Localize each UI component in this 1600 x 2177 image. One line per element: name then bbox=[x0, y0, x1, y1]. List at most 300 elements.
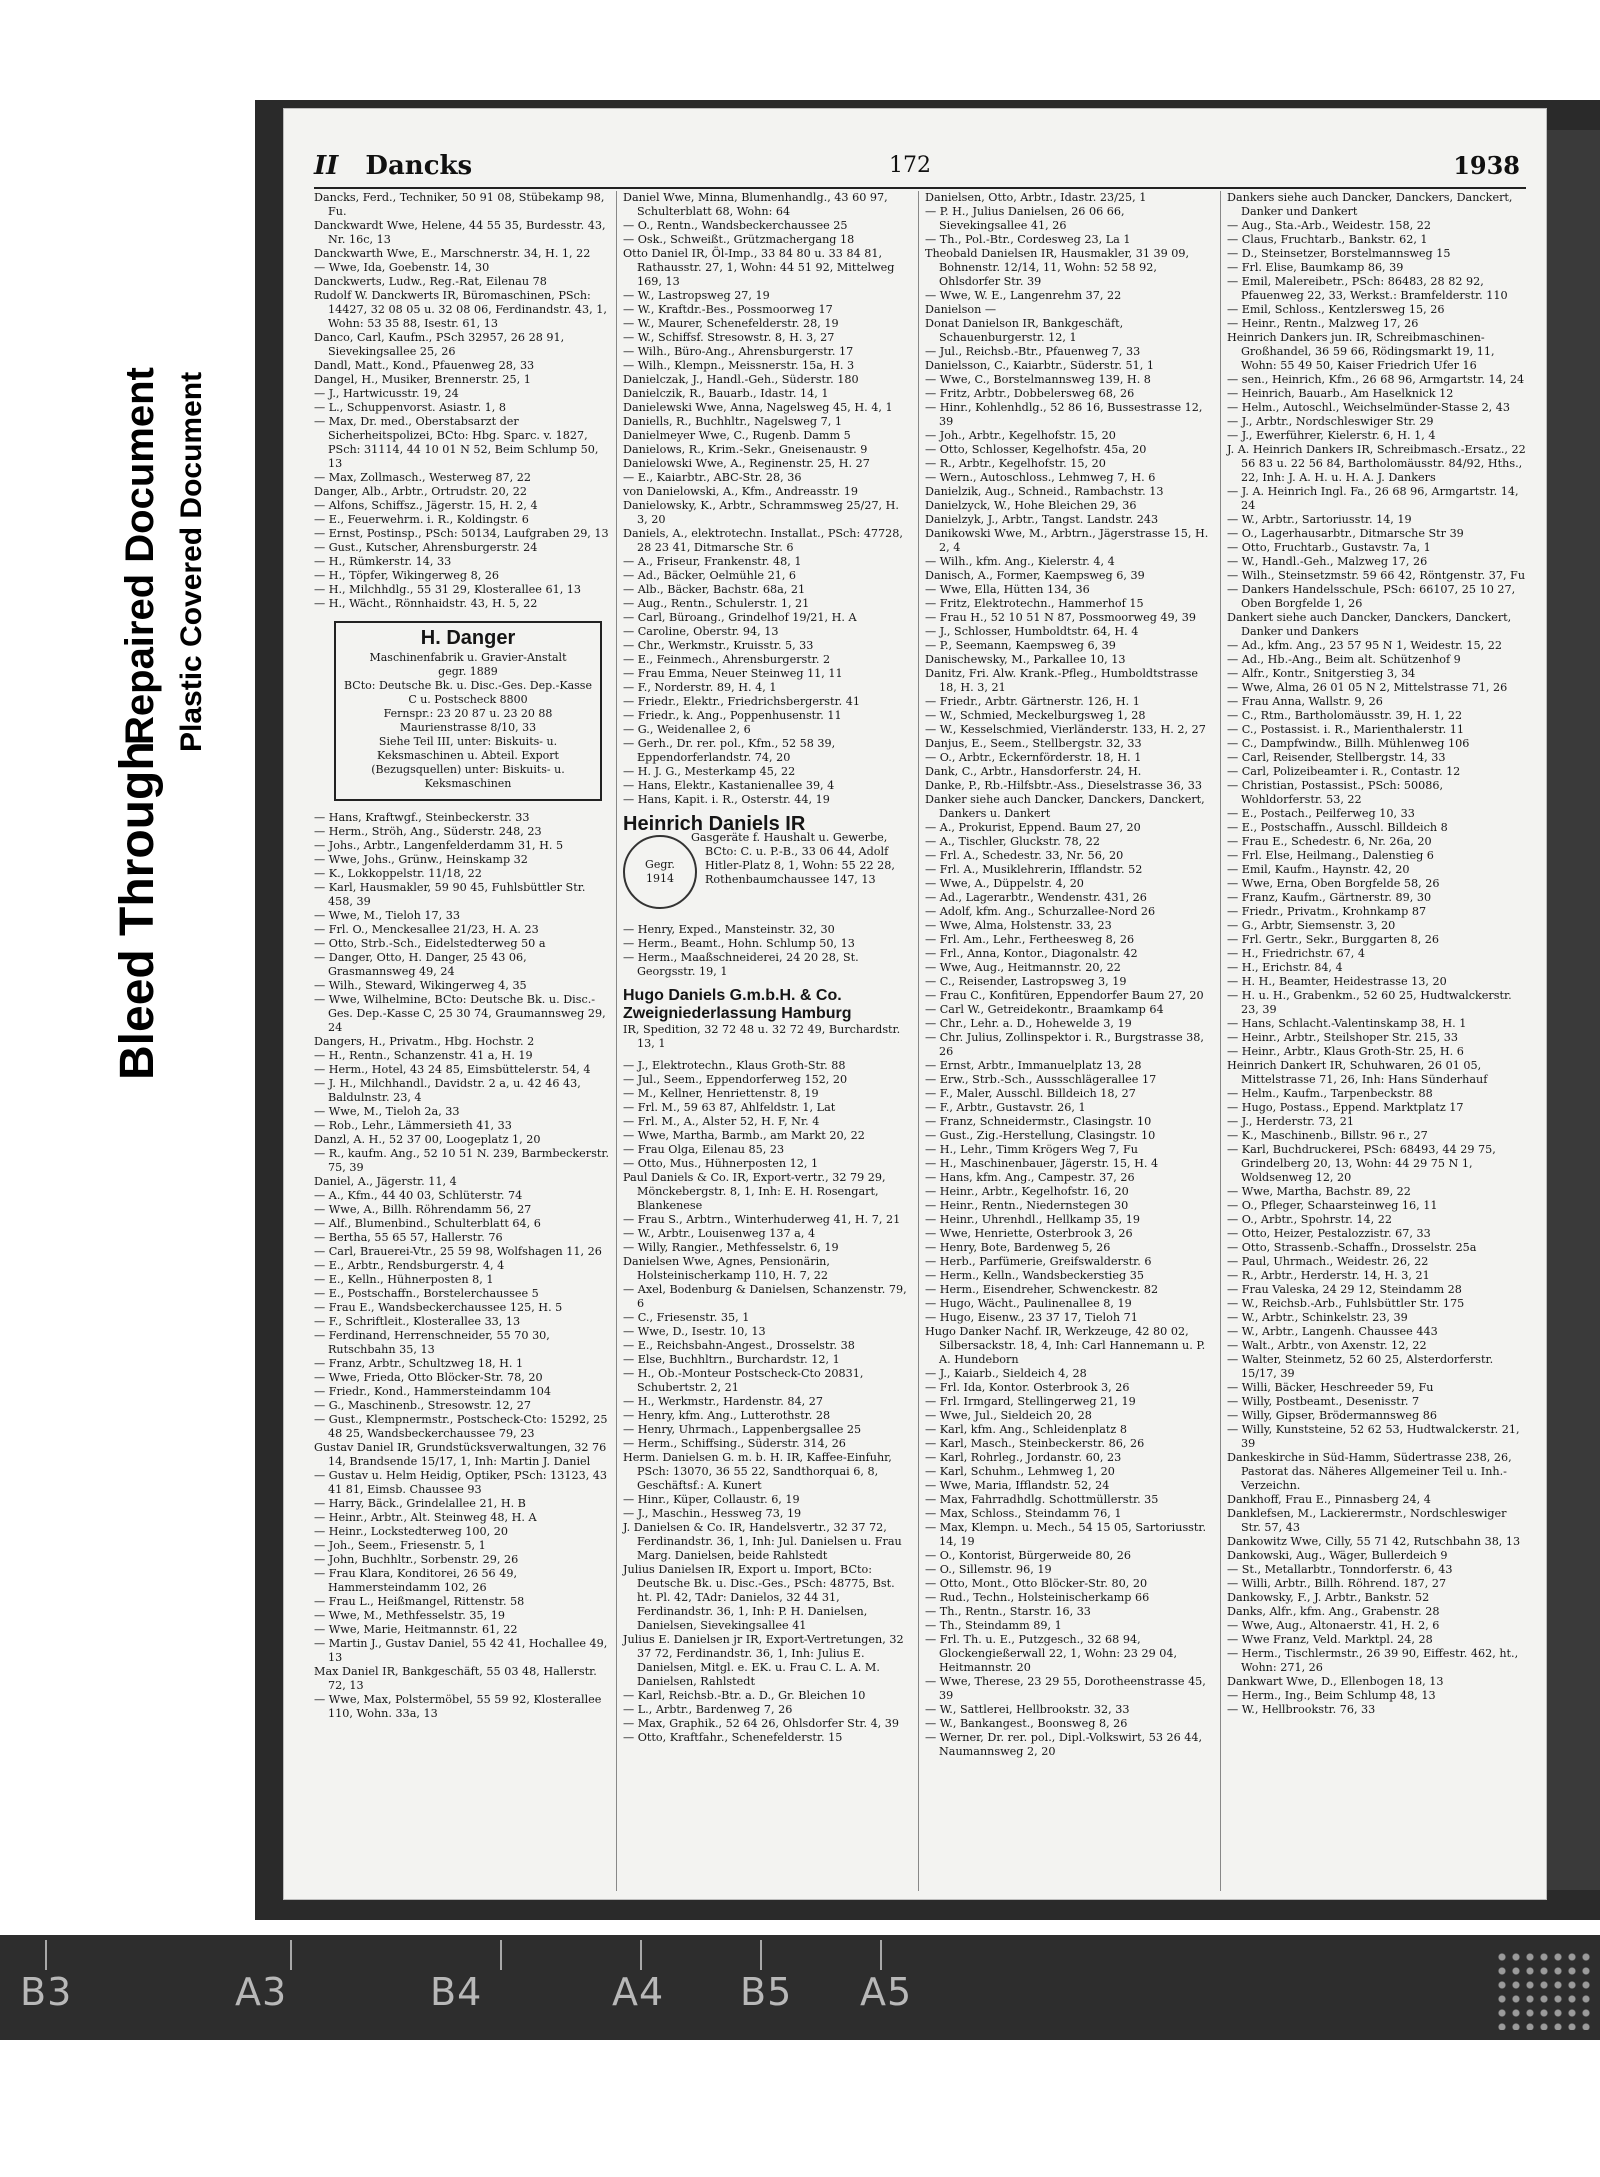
founded-seal bbox=[623, 835, 697, 909]
directory-entry: — Otto, Kraftfahr., Schenefelderstr. 15 bbox=[623, 1731, 843, 1744]
ad-line: Fernspr.: 23 20 87 u. 23 20 88 bbox=[383, 707, 553, 720]
directory-entry: — Otto, Schlosser, Kegelhofstr. 45a, 20 bbox=[925, 443, 1147, 456]
directory-entry: Danielczak, J., Handl.-Geh., Süderstr. 180 bbox=[623, 373, 859, 386]
directory-entry: — Hans, kfm. Ang., Campestr. 37, 26 bbox=[925, 1171, 1135, 1184]
directory-entry: — Max, Zollmasch., Westerweg 87, 22 bbox=[314, 471, 532, 484]
directory-entry: — Max, Graphik., 52 64 26, Ohlsdorfer Str. 4, 39 bbox=[623, 1717, 900, 1730]
directory-entry: — Otto, Mont., Otto Blöcker-Str. 80, 20 bbox=[925, 1577, 1148, 1590]
directory-entry: — Axel, Bodenburg & Danielsen, Schanzenstr. 79, 6 bbox=[623, 1283, 907, 1310]
column-1 bbox=[314, 191, 610, 1891]
directory-entry: — Hinr., Küper, Collaustr. 6, 19 bbox=[623, 1493, 800, 1506]
directory-entry: — Willy, Gipser, Brödermannsweg 86 bbox=[1227, 1409, 1438, 1422]
directory-entry: — Ad., Hb.-Ang., Beim alt. Schützenhof 9 bbox=[1227, 653, 1461, 666]
directory-entry: — Harry, Bäck., Grindelallee 21, H. B bbox=[314, 1497, 526, 1510]
directory-entry: — Wwe, Henriette, Osterbrook 3, 26 bbox=[925, 1227, 1133, 1240]
directory-entry: — H., Erichstr. 84, 4 bbox=[1227, 961, 1343, 974]
directory-entry: — Alf., Blumenbind., Schulterblatt 64, 6 bbox=[314, 1217, 541, 1230]
ad-title: H. Danger bbox=[420, 627, 516, 649]
directory-entry: — Erw., Strb.-Sch., Aussschlägerallee 17 bbox=[925, 1073, 1157, 1086]
directory-entry: Danitz, Fri. Alw. Krank.-Pfleg., Humboldtstrasse 18, H. 3, 21 bbox=[925, 667, 1198, 694]
directory-entry: — K., Lokkoppelstr. 11/18, 22 bbox=[314, 867, 482, 880]
directory-entry: Dankhoff, Frau E., Pinnasberg 24, 4 bbox=[1227, 1493, 1431, 1506]
directory-entry: Dancks, Ferd., Techniker, 50 91 08, Stübekamp 98, Fu. bbox=[314, 191, 605, 218]
directory-entry: — Herm., Schiffsing., Süderstr. 314, 26 bbox=[623, 1437, 846, 1450]
directory-entry: — H., Maschinenbauer, Jägerstr. 15, H. 4 bbox=[925, 1157, 1159, 1170]
directory-entry: — Werner, Dr. rer. pol., Dipl.-Volkswirt, 53 26 44, Naumannsweg 2, 20 bbox=[925, 1731, 1203, 1758]
directory-entry: Danielowski Wwe, A., Reginenstr. 25, H. 27 bbox=[623, 457, 870, 470]
directory-entry: — Wwe, A., Billh. Röhrendamm 56, 27 bbox=[314, 1203, 532, 1216]
directory-entry: — Th., Pol.-Btr., Cordesweg 23, La 1 bbox=[925, 233, 1131, 246]
ad-line: Siehe Teil III, unter: Biskuits- u. Keksmaschinen u. Abteil. Export (Bezugsquellen) unter: Biskuits- u. Keksmaschinen bbox=[371, 735, 565, 790]
directory-entry: — Ad., Lagerarbtr., Wendenstr. 431, 26 bbox=[925, 891, 1147, 904]
directory-entry: — Hugo, Wächt., Paulinenallee 8, 19 bbox=[925, 1297, 1132, 1310]
directory-entry: — Chr., Lehr. a. D., Hohewelde 3, 19 bbox=[925, 1017, 1132, 1030]
page-header bbox=[314, 147, 1526, 189]
directory-entry: Danielsen Wwe, Agnes, Pensionärin, Holsteinischerkamp 110, H. 7, 22 bbox=[623, 1255, 830, 1282]
directory-entry: Dankowski, Aug., Wäger, Bullerdeich 9 bbox=[1227, 1549, 1448, 1562]
directory-entry: — G., Weidenallee 2, 6 bbox=[623, 723, 751, 736]
directory-entry: — Frl. A., Musiklehrerin, Ifflandstr. 52 bbox=[925, 863, 1143, 876]
directory-entry: — Chr. Julius, Zollinspektor i. R., Burgstrasse 38, 26 bbox=[925, 1031, 1204, 1058]
directory-entry: — Hinr., Kohlenhdlg., 52 86 16, Bussestrasse 12, 39 bbox=[925, 401, 1203, 428]
directory-entry: Theobald Danielsen IR, Hausmakler, 31 39 09, Bohnenstr. 12/14, 11, Wohn: 52 58 92, Ohlsdorfer Str. 39 bbox=[925, 247, 1190, 288]
directory-entry: — W., Arbtr., Langenh. Chaussee 443 bbox=[1227, 1325, 1438, 1338]
ruler-label: B3 bbox=[20, 1970, 73, 2014]
directory-entry: Danielewski Wwe, Anna, Nagelsweg 45, H. 4, 1 bbox=[623, 401, 893, 414]
directory-entry: Danger, Alb., Arbtr., Ortrudstr. 20, 22 bbox=[314, 485, 527, 498]
directory-entry: — O., Arbtr., Eckernförderstr. 18, H. 1 bbox=[925, 751, 1142, 764]
directory-entry: Danielczik, R., Bauarb., Idastr. 14, 1 bbox=[623, 387, 829, 400]
bleed-through-label: Bleed Through bbox=[111, 741, 164, 1080]
directory-entry: Danklefsen, M., Lackierermstr., Nordschleswiger Str. 57, 43 bbox=[1227, 1507, 1507, 1534]
directory-entry: — Herm., Maaßschneiderei, 24 20 28, St. Georgsstr. 19, 1 bbox=[623, 951, 859, 978]
ruler-tick bbox=[45, 1940, 47, 1970]
directory-entry: — O., Pfleger, Schaarsteinweg 16, 11 bbox=[1227, 1199, 1438, 1212]
directory-entry: — Karl, Buchdruckerei, PSch: 68493, 44 29 75, Grindelberg 20, 13, Wohn: 44 29 75 N 1, Woldsenweg 12, 20 bbox=[1227, 1143, 1496, 1184]
directory-entry: — G., Maschinenb., Stresowstr. 12, 27 bbox=[314, 1399, 531, 1412]
directory-entry: — W., Bankangest., Boonsweg 8, 26 bbox=[925, 1717, 1128, 1730]
directory-entry: — P. H., Julius Danielsen, 26 06 66, Sievekingsallee 41, 26 bbox=[925, 205, 1125, 232]
directory-entry: — Hans, Schlacht.-Valentinskamp 38, H. 1 bbox=[1227, 1017, 1467, 1030]
directory-entry: — Wwe, Martha, Barmb., am Markt 20, 22 bbox=[623, 1129, 865, 1142]
directory-entry: — E., Kelln., Hühnerposten 8, 1 bbox=[314, 1273, 494, 1286]
directory-entry: — W., Kesselschmied, Vierländerstr. 133, H. 2, 27 bbox=[925, 723, 1206, 736]
directory-entry: — C., Dampfwindw., Billh. Mühlenweg 106 bbox=[1227, 737, 1470, 750]
ad-title: Hugo Daniels G.m.b.H. & Co. Zweigniederlassung Hamburg bbox=[623, 987, 852, 1022]
directory-entry: — Max, Schloss., Steindamm 76, 1 bbox=[925, 1507, 1122, 1520]
directory-entry: Danckwerts, Ludw., Reg.-Rat, Eilenau 78 bbox=[314, 275, 547, 288]
directory-entry: — W., Lastropsweg 27, 19 bbox=[623, 289, 770, 302]
directory-entry: — J., Elektrotechn., Klaus Groth-Str. 88 bbox=[623, 1059, 846, 1072]
ruler-tick bbox=[290, 1940, 292, 1970]
directory-entry: — Karl, Reichsb.-Btr. a. D., Gr. Bleichen 10 bbox=[623, 1689, 866, 1702]
directory-entry: — Rud., Techn., Holsteinischerkamp 66 bbox=[925, 1591, 1150, 1604]
directory-entry: — Gerh., Dr. rer. pol., Kfm., 52 58 39, Eppendorferlandstr. 74, 20 bbox=[623, 737, 836, 764]
ad-line: Maurienstrasse 8/10, 33 bbox=[399, 721, 537, 734]
directory-entry: — Friedr., Elektr., Friedrichsbergerstr. 41 bbox=[623, 695, 860, 708]
directory-entry: — Henry, Bote, Bardenweg 5, 26 bbox=[925, 1241, 1111, 1254]
directory-entry: Danke, P., Rb.-Hilfsbtr.-Ass., Dieselstrasse 36, 33 bbox=[925, 779, 1202, 792]
header-year: 1938 bbox=[1453, 151, 1520, 180]
directory-entry: — Heinr., Rentn., Niedernstegen 30 bbox=[925, 1199, 1129, 1212]
directory-entry: — Heinr., Uhrenhdl., Hellkamp 35, 19 bbox=[925, 1213, 1141, 1226]
directory-entry: Danielsson, C., Kaiarbtr., Süderstr. 51, 1 bbox=[925, 359, 1154, 372]
ruler-tick bbox=[880, 1940, 882, 1970]
directory-entry: Danischewsky, M., Parkallee 10, 13 bbox=[925, 653, 1126, 666]
directory-entry: — Frau H., 52 10 51 N 87, Possmoorweg 49, 39 bbox=[925, 611, 1196, 624]
directory-entry: — St., Metallarbtr., Tonndorferstr. 6, 43 bbox=[1227, 1563, 1453, 1576]
directory-entry: — Wwe, A., Düppelstr. 4, 20 bbox=[925, 877, 1084, 890]
directory-entry: — Willi, Bäcker, Heschreeder 59, Fu bbox=[1227, 1381, 1434, 1394]
directory-entry: — Ferdinand, Herrenschneider, 55 70 30, Rutschbahn 35, 13 bbox=[314, 1329, 550, 1356]
volume-number: II bbox=[314, 151, 339, 181]
directory-entry: — Wwe, Max, Polstermöbel, 55 59 92, Klosterallee 110, Wohn. 33a, 13 bbox=[314, 1693, 602, 1720]
directory-entry: — W., Reichsb.-Arb., Fuhlsbüttler Str. 175 bbox=[1227, 1297, 1465, 1310]
directory-entry: — O., Sillemstr. 96, 19 bbox=[925, 1563, 1052, 1576]
directory-entry: — Wwe, Maria, Ifflandstr. 52, 24 bbox=[925, 1479, 1110, 1492]
directory-entry: Dankowsky, F., J. Arbtr., Bankstr. 52 bbox=[1227, 1591, 1430, 1604]
directory-entry: — Hans, Kapit. i. R., Osterstr. 44, 19 bbox=[623, 793, 830, 806]
directory-entry: — Wwe Franz, Veld. Marktpl. 24, 28 bbox=[1227, 1633, 1433, 1646]
ruler-dot-pattern bbox=[1495, 1950, 1590, 2030]
directory-entry: — Adolf, kfm. Ang., Schurzallee-Nord 26 bbox=[925, 905, 1156, 918]
directory-entry: Danckwardt Wwe, Helene, 44 55 35, Burdesstr. 43, Nr. 16c, 13 bbox=[314, 219, 606, 246]
directory-entry: — Wwe, Johs., Grünw., Heinskamp 32 bbox=[314, 853, 528, 866]
directory-entry: — E., Arbtr., Rendsburgerstr. 4, 4 bbox=[314, 1259, 505, 1272]
directory-entry: — P., Seemann, Kaempsweg 6, 39 bbox=[925, 639, 1116, 652]
directory-entry: Daniels, A., elektrotechn. Installat., PSch: 47728, 28 23 41, Ditmarsche Str. 6 bbox=[623, 527, 903, 554]
directory-entry: Danisch, A., Former, Kaempsweg 6, 39 bbox=[925, 569, 1145, 582]
directory-entry: Paul Daniels & Co. IR, Export-vertr., 32 79 29, Mönckebergstr. 8, 1, Inh: E. H. Rosengart, Blankenese bbox=[623, 1171, 886, 1212]
directory-entry: — Walter, Steinmetz, 52 60 25, Alsterdorferstr. 15/17, 39 bbox=[1227, 1353, 1494, 1380]
directory-entry: Dankeskirche in Süd-Hamm, Südertrasse 238, 26, Pastorat das. Näheres Allgemeiner Teil u. Inh.-Verzeichn. bbox=[1227, 1451, 1512, 1492]
directory-entry: — Frl. A., Schedestr. 33, Nr. 56, 20 bbox=[925, 849, 1124, 862]
directory-entry: — H., Lehr., Timm Krögers Weg 7, Fu bbox=[925, 1143, 1139, 1156]
directory-entry: — Willy, Rangier., Methfesselstr. 6, 19 bbox=[623, 1241, 839, 1254]
directory-entry: — Karl, Rohrleg., Jordanstr. 60, 23 bbox=[925, 1451, 1122, 1464]
directory-entry: — Gust., Klempnermstr., Postscheck-Cto: 15292, 25 48 25, Wandsbeckerchaussee 79, 23 bbox=[314, 1413, 608, 1440]
directory-entry: Danjus, E., Seem., Stellbergstr. 32, 33 bbox=[925, 737, 1142, 750]
directory-entry: — Heinr., Rentn., Malzweg 17, 26 bbox=[1227, 317, 1419, 330]
directory-entry: — R., Arbtr., Herderstr. 14, H. 3, 21 bbox=[1227, 1269, 1430, 1282]
seal-text: Gegr. bbox=[645, 858, 675, 871]
directory-entry: — Wilh., Klempn., Meissnerstr. 15a, H. 3 bbox=[623, 359, 855, 372]
directory-entry: — Alfons, Schiffsz., Jägerstr. 15, H. 2, 4 bbox=[314, 499, 538, 512]
directory-entry: Danks, Alfr., kfm. Ang., Grabenstr. 28 bbox=[1227, 1605, 1440, 1618]
directory-entry: — Gust., Zig.-Herstellung, Clasingstr. 10 bbox=[925, 1129, 1156, 1142]
columns-container bbox=[314, 191, 1526, 1891]
directory-entry: — J., Schlosser, Humboldtstr. 64, H. 4 bbox=[925, 625, 1139, 638]
directory-entry: Dandl, Matt., Kond., Pfauenweg 28, 33 bbox=[314, 359, 535, 372]
directory-entry: — Heinr., Lockstedterweg 100, 20 bbox=[314, 1525, 508, 1538]
directory-entry: Heinrich Dankers jun. IR, Schreibmaschinen-Großhandel, 36 59 66, Rödingsmarkt 19, 11, Wohn: 55 49 50, Kaiser Friedrich Ufer 16 bbox=[1227, 331, 1495, 372]
directory-entry: — Fritz, Elektrotechn., Hammerhof 15 bbox=[925, 597, 1144, 610]
directory-entry: — Willi, Arbtr., Billh. Röhrend. 187, 27 bbox=[1227, 1577, 1447, 1590]
directory-entry: — Wilh., Steinsetzmstr. 59 66 42, Röntgenstr. 37, Fu bbox=[1227, 569, 1526, 582]
directory-entry: — Frl. M., A., Alster 52, H. F, Nr. 4 bbox=[623, 1115, 820, 1128]
directory-entry: — Fritz, Arbtr., Dobbelersweg 68, 26 bbox=[925, 387, 1135, 400]
directory-entry: — R., Arbtr., Kegelhofstr. 15, 20 bbox=[925, 457, 1106, 470]
directory-entry: — Wilh., kfm. Ang., Kielerstr. 4, 4 bbox=[925, 555, 1115, 568]
directory-entry: — Karl, kfm. Ang., Schleidenplatz 8 bbox=[925, 1423, 1127, 1436]
directory-entry: — Frl. Gertr., Sekr., Burggarten 8, 26 bbox=[1227, 933, 1440, 946]
directory-entry: Dangel, H., Musiker, Brennerstr. 25, 1 bbox=[314, 373, 531, 386]
directory-entry: — Herm., Kelln., Wandsbeckerstieg 35 bbox=[925, 1269, 1144, 1282]
directory-entry: — Alb., Bäcker, Bachstr. 68a, 21 bbox=[623, 583, 806, 596]
directory-entry: — H., Rentn., Schanzenstr. 41 a, H. 19 bbox=[314, 1049, 533, 1062]
ad-line: gegr. 1889 bbox=[438, 665, 498, 678]
directory-entry: — E., Postschaffn., Borstelerchaussee 5 bbox=[314, 1287, 539, 1300]
ad-line: BCto: Deutsche Bk. u. Disc.-Ges. Dep.-Kasse C u. Postscheck 8800 bbox=[344, 679, 592, 706]
directory-entry: — Dankers Handelsschule, PSch: 66107, 25 10 27, Oben Borgfelde 1, 26 bbox=[1227, 583, 1516, 610]
directory-entry: — W., Arbtr., Schinkelstr. 23, 39 bbox=[1227, 1311, 1408, 1324]
directory-entry: — E., Feinmech., Ahrensburgerstr. 2 bbox=[623, 653, 831, 666]
directory-entry: — Emil, Schloss., Kentzlersweg 15, 26 bbox=[1227, 303, 1445, 316]
directory-entry: — E., Postach., Peilferweg 10, 33 bbox=[1227, 807, 1415, 820]
directory-entry: — J., Ewerführer, Kielerstr. 6, H. 1, 4 bbox=[1227, 429, 1436, 442]
directory-entry: — Frl. M., 59 63 87, Ahlfeldstr. 1, Lat bbox=[623, 1101, 836, 1114]
directory-entry: — Otto, Heizer, Pestalozzistr. 67, 33 bbox=[1227, 1227, 1431, 1240]
ad-line: Maschinenfabrik u. Gravier-Anstalt bbox=[369, 651, 567, 664]
directory-entry: — Wwe, Aug., Heitmannstr. 20, 22 bbox=[925, 961, 1121, 974]
directory-entry: — Frau L., Heißmangel, Rittenstr. 58 bbox=[314, 1595, 525, 1608]
directory-entry: Gustav Daniel IR, Grundstücksverwaltungen, 32 76 14, Brandsende 15/17, 1, Inh: Martin J. Daniel bbox=[314, 1441, 607, 1468]
directory-entry: — Wwe, Alma, 26 01 05 N 2, Mittelstrasse 71, 26 bbox=[1227, 681, 1508, 694]
ruler-label: B5 bbox=[740, 1970, 793, 2014]
directory-entry: — Ad., Bäcker, Oelmühle 21, 6 bbox=[623, 569, 797, 582]
directory-entry: — Herm., Beamt., Hohn. Schlump 50, 13 bbox=[623, 937, 855, 950]
directory-entry: — Frl. Am., Lehr., Fertheesweg 8, 26 bbox=[925, 933, 1135, 946]
directory-entry: — Otto, Mus., Hühnerposten 12, 1 bbox=[623, 1157, 819, 1170]
directory-entry: Dankert siehe auch Dancker, Danckers, Danckert, Danker und Dankers bbox=[1227, 611, 1512, 638]
directory-entry: — E., Reichsbahn-Angest., Drosselstr. 38 bbox=[623, 1339, 855, 1352]
directory-entry: — C., Rtm., Bartholomäusstr. 39, H. 1, 22 bbox=[1227, 709, 1463, 722]
directory-entry: — O., Kontorist, Bürgerweide 80, 26 bbox=[925, 1549, 1132, 1562]
ruler-label: A3 bbox=[235, 1970, 288, 2014]
directory-entry: — Joh., Arbtr., Kegelhofstr. 15, 20 bbox=[925, 429, 1116, 442]
directory-entry: — Ernst, Postinsp., PSch: 50134, Laufgraben 29, 13 bbox=[314, 527, 609, 540]
column-3 bbox=[918, 191, 1214, 1891]
directory-entry: — Frl. O., Menckesallee 21/23, H. A. 23 bbox=[314, 923, 539, 936]
ruler-tick bbox=[500, 1940, 502, 1970]
directory-entry: — Wwe, M., Tieloh 17, 33 bbox=[314, 909, 460, 922]
directory-entry: — Johs., Arbtr., Langenfelderdamm 31, H. 5 bbox=[314, 839, 564, 852]
scan-edge bbox=[1545, 100, 1600, 130]
directory-entry: — Henry, kfm. Ang., Lutterothstr. 28 bbox=[623, 1409, 831, 1422]
directory-entry: — M., Kellner, Henriettenstr. 8, 19 bbox=[623, 1087, 819, 1100]
directory-entry: — J., Kaiarb., Sieldeich 4, 28 bbox=[925, 1367, 1087, 1380]
directory-entry: J. A. Heinrich Dankers IR, Schreibmasch.-Ersatz., 22 56 83 u. 22 56 84, Bartholomäusstr. 84/92, Hths., 22, Inh: J. A. H. u. H. A. J. Dankers bbox=[1227, 443, 1526, 484]
directory-entry: — J. H., Milchhandl., Davidstr. 2 a, u. 42 46 43, Baldulnstr. 23, 4 bbox=[314, 1077, 581, 1104]
directory-entry: — Karl, Hausmakler, 59 90 45, Fuhlsbüttler Str. 458, 39 bbox=[314, 881, 586, 908]
ruler-label: A5 bbox=[860, 1970, 913, 2014]
directory-entry: — Carl, Brauerei-Vtr., 25 59 98, Wolfshagen 11, 26 bbox=[314, 1245, 602, 1258]
directory-entry: — W., Sattlerei, Hellbrookstr. 32, 33 bbox=[925, 1703, 1130, 1716]
directory-entry: — L., Schuppenvorst. Asiastr. 1, 8 bbox=[314, 401, 506, 414]
directory-entry: — Claus, Fruchtarb., Bankstr. 62, 1 bbox=[1227, 233, 1428, 246]
directory-entry: Julius E. Danielsen jr IR, Export-Vertretungen, 32 37 72, Ferdinandstr. 36, 1, Inh: Julius E. Danielsen, Mitgl. e. EK. u. Frau C. L. A. M. Danielsen, Rahlstedt bbox=[623, 1633, 904, 1688]
directory-entry: Danzl, A. H., 52 37 00, Loogeplatz 1, 20 bbox=[314, 1133, 541, 1146]
repaired-document-label: Repaired Document bbox=[118, 367, 162, 745]
directory-entry: — Carl, Büroang., Grindelhof 19/21, H. A bbox=[623, 611, 857, 624]
directory-entry: — H., Friedrichstr. 67, 4 bbox=[1227, 947, 1365, 960]
directory-entry: — Herm., Eisendreher, Schwenckestr. 82 bbox=[925, 1283, 1159, 1296]
directory-entry: — F., Arbtr., Gustavstr. 26, 1 bbox=[925, 1101, 1086, 1114]
directory-entry: — Paul, Uhrmach., Weidestr. 26, 22 bbox=[1227, 1255, 1429, 1268]
directory-entry: — Henry, Uhrmach., Lappenbergsallee 25 bbox=[623, 1423, 862, 1436]
directory-entry: Danckwarth Wwe, E., Marschnerstr. 34, H. 1, 22 bbox=[314, 247, 591, 260]
directory-entry: — Danger, Otto, H. Danger, 25 43 06, Grasmannsweg 49, 24 bbox=[314, 951, 527, 978]
directory-entry: — Karl, Masch., Steinbeckerstr. 86, 26 bbox=[925, 1437, 1145, 1450]
plastic-covered-label: Plastic Covered Document bbox=[175, 371, 208, 752]
directory-entry: — H., Wächt., Rönnhaidstr. 43, H. 5, 22 bbox=[314, 597, 538, 610]
directory-entry: Dankers siehe auch Dancker, Danckers, Danckert, Danker und Dankert bbox=[1227, 191, 1513, 218]
directory-entry: J. Danielsen & Co. IR, Handelsvertr., 32 37 72, Ferdinandstr. 36, 1, Inh: Jul. Danielsen u. Frau Marg. Danielsen, beide Rahlstedt bbox=[623, 1521, 902, 1562]
directory-entry: Rudolf W. Danckwerts IR, Büromaschinen, PSch: 14427, 32 08 05 u. 32 08 06, Ferdinandstr. 43, 1, Wohn: 53 35 88, Isestr. 61, 13 bbox=[314, 289, 607, 330]
directory-entry: — Otto, Strassenb.-Schaffn., Drosselstr. 25a bbox=[1227, 1241, 1477, 1254]
directory-entry: — Friedr., Privatm., Krohnkamp 87 bbox=[1227, 905, 1427, 918]
directory-entry: Danielson — bbox=[925, 303, 997, 316]
directory-entry: Danielzyk, J., Arbtr., Tangst. Landstr. 243 bbox=[925, 513, 1159, 526]
directory-entry: — A., Friseur, Frankenstr. 48, 1 bbox=[623, 555, 802, 568]
ruler-label: A4 bbox=[612, 1970, 665, 2014]
directory-entry: — Aug., Rentn., Schulerstr. 1, 21 bbox=[623, 597, 810, 610]
directory-entry: — Frau S., Arbtrn., Winterhuderweg 41, H. 7, 21 bbox=[623, 1213, 901, 1226]
directory-entry: — Willy, Kunststeine, 52 62 53, Hudtwalckerstr. 21, 39 bbox=[1227, 1423, 1520, 1450]
directory-entry: Herm. Danielsen G. m. b. H. IR, Kaffee-Einfuhr, PSch: 13070, 36 55 22, Sandthorquai 6, 8, Geschäftsf.: A. Kunert bbox=[623, 1451, 892, 1492]
column-2 bbox=[616, 191, 912, 1891]
directory-entry: — F., Norderstr. 89, H. 4, 1 bbox=[623, 681, 777, 694]
directory-entry: — W., Arbtr., Sartoriusstr. 14, 19 bbox=[1227, 513, 1412, 526]
directory-entry: — Else, Buchhltrn., Burchardstr. 12, 1 bbox=[623, 1353, 840, 1366]
directory-entry: — W., Hellbrookstr. 76, 33 bbox=[1227, 1703, 1376, 1716]
directory-entry: — Friedr., Arbtr. Gärtnerstr. 126, H. 1 bbox=[925, 695, 1140, 708]
directory-entry: Julius Danielsen IR, Export u. Import, BCto: Deutsche Bk. u. Disc.-Ges., PSch: 48775, Bst. ht. Pl. 42, TAdr: Danielos, 32 44 31, Ferdinandstr. 36, 1, Inh: P. H. Danielsen, Danielsen, Sievekingsallee 41 bbox=[623, 1563, 895, 1632]
ad-heinrich-daniels bbox=[623, 813, 912, 913]
directory-entry: — Friedr., k. Ang., Poppenhusenstr. 11 bbox=[623, 709, 842, 722]
directory-entry: — Carl, Reisender, Stellbergstr. 14, 33 bbox=[1227, 751, 1446, 764]
directory-entry: Danikowski Wwe, M., Arbtrn., Jägerstrasse 15, H. 2, 4 bbox=[925, 527, 1209, 554]
directory-entry: — Henry, Exped., Mansteinstr. 32, 30 bbox=[623, 923, 835, 936]
directory-entry: — Rob., Lehr., Lämmersieth 41, 33 bbox=[314, 1119, 512, 1132]
directory-entry: — W., Maurer, Schenefelderstr. 28, 19 bbox=[623, 317, 839, 330]
directory-entry: — Frl. Else, Heilmang., Dalenstieg 6 bbox=[1227, 849, 1434, 862]
directory-entry: — John, Buchhltr., Sorbenstr. 29, 26 bbox=[314, 1553, 519, 1566]
ad-title: Heinrich Daniels IR bbox=[623, 813, 806, 835]
directory-entry: — Wwe, Martha, Bachstr. 89, 22 bbox=[1227, 1185, 1411, 1198]
directory-entry: — W., Kraftdr.-Bes., Possmoorweg 17 bbox=[623, 303, 833, 316]
directory-entry: — Frau E., Wandsbeckerchaussee 125, H. 5 bbox=[314, 1301, 563, 1314]
directory-entry: Daniel Wwe, Minna, Blumenhandlg., 43 60 97, Schulterblatt 68, Wohn: 64 bbox=[623, 191, 888, 218]
directory-entry: — Frau Emma, Neuer Steinweg 11, 11 bbox=[623, 667, 843, 680]
directory-entry: — Ad., kfm. Ang., 23 57 95 N 1, Weidestr. 15, 22 bbox=[1227, 639, 1502, 652]
directory-entry: — Heinr., Arbtr., Steilshoper Str. 215, 33 bbox=[1227, 1031, 1458, 1044]
ruler-tick bbox=[640, 1940, 642, 1970]
directory-entry: — W., Schiffsf. Stresowstr. 8, H. 3, 27 bbox=[623, 331, 835, 344]
directory-entry: — Max, Fahrradhdlg. Schottmüllerstr. 35 bbox=[925, 1493, 1159, 1506]
directory-entry: — Aug., Sta.-Arb., Weidestr. 158, 22 bbox=[1227, 219, 1432, 232]
directory-entry: Donat Danielson IR, Bankgeschäft, Schauenburgerstr. 12, 1 bbox=[925, 317, 1124, 344]
header-left bbox=[314, 151, 472, 181]
directory-entry: Daniells, R., Buchhltr., Nagelsweg 7, 1 bbox=[623, 415, 842, 428]
directory-entry: — Hans, Kraftwgf., Steinbeckerstr. 33 bbox=[314, 811, 530, 824]
directory-entry: — J., Hartwicusstr. 19, 24 bbox=[314, 387, 459, 400]
directory-entry: — Hans, Elektr., Kastanienallee 39, 4 bbox=[623, 779, 835, 792]
directory-entry: — Carl W., Getreidekontr., Braamkamp 64 bbox=[925, 1003, 1164, 1016]
directory-entry: — Karl, Schuhm., Lehmweg 1, 20 bbox=[925, 1465, 1115, 1478]
directory-entry: — C., Reisender, Lastropsweg 3, 19 bbox=[925, 975, 1127, 988]
directory-entry: — Heinr., Arbtr., Kegelhofstr. 16, 20 bbox=[925, 1185, 1129, 1198]
directory-entry: von Danielowski, A., Kfm., Andreasstr. 19 bbox=[623, 485, 859, 498]
directory-entry: — Wern., Autoschloss., Lehmweg 7, H. 6 bbox=[925, 471, 1156, 484]
directory-entry: — H., Werkmstr., Hardenstr. 84, 27 bbox=[623, 1395, 823, 1408]
directory-entry: — Herm., Tischlermstr., 26 39 90, Eiffestr. 462, ht., Wohn: 271, 26 bbox=[1227, 1647, 1519, 1674]
directory-entry: — E., Kaiarbtr., ABC-Str. 28, 36 bbox=[623, 471, 802, 484]
directory-entry: — Herb., Parfümerie, Greifswalderstr. 6 bbox=[925, 1255, 1152, 1268]
directory-entry: — R., kaufm. Ang., 52 10 51 N. 239, Barmbeckerstr. 75, 39 bbox=[314, 1147, 610, 1174]
directory-entry: — H. u. H., Grabenkm., 52 60 25, Hudtwalckerstr. 23, 39 bbox=[1227, 989, 1512, 1016]
directory-entry: — Wwe, Jul., Sieldeich 20, 28 bbox=[925, 1409, 1092, 1422]
directory-entry: — Frau C., Konfitüren, Eppendorfer Baum 27, 20 bbox=[925, 989, 1204, 1002]
directory-entry: Danielsen, Otto, Arbtr., Idastr. 23/25, 1 bbox=[925, 191, 1147, 204]
directory-entry: — Frl., Anna, Kontor., Diagonalstr. 42 bbox=[925, 947, 1138, 960]
directory-entry: — Alfr., Kontr., Snitgerstieg 3, 34 bbox=[1227, 667, 1416, 680]
directory-entry: Otto Daniel IR, Öl-Imp., 33 84 80 u. 33 84 81, Rathausstr. 27, 1, Wohn: 44 51 92, Mittelweg 169, 13 bbox=[623, 247, 895, 288]
directory-entry: Hugo Danker Nachf. IR, Werkzeuge, 42 80 02, Silbersackstr. 18, 4, Inh: Carl Hannemann u. P. A. Hundeborn bbox=[925, 1325, 1206, 1366]
directory-entry: — Wwe, Therese, 23 29 55, Dorotheenstrasse 45, 39 bbox=[925, 1675, 1206, 1702]
directory-entry: — Willy, Postbeamt., Desenisstr. 7 bbox=[1227, 1395, 1420, 1408]
directory-entry: — H., Ob.-Monteur Postscheck-Cto 20831, Schubertstr. 2, 21 bbox=[623, 1367, 864, 1394]
directory-entry: — Herm., Hotel, 43 24 85, Eimsbüttelerstr. 54, 4 bbox=[314, 1063, 591, 1076]
directory-entry: — Max, Dr. med., Oberstabsarzt der Sicherheitspolizei, BCto: Hbg. Sparc. v. 1827, PSch: 31114, 44 10 01 N 52, Beim Schlump 50, 13 bbox=[314, 415, 599, 470]
directory-entry: Danielowsky, K., Arbtr., Schrammsweg 25/27, H. 3, 20 bbox=[623, 499, 899, 526]
directory-entry: — O., Arbtr., Spohrstr. 14, 22 bbox=[1227, 1213, 1392, 1226]
directory-entry: — O., Lagerhausarbtr., Ditmarsche Str 39 bbox=[1227, 527, 1464, 540]
directory-entry: — Gustav u. Helm Heidig, Optiker, PSch: 13123, 43 41 81, Eimsb. Chaussee 93 bbox=[314, 1469, 608, 1496]
directory-entry: — H., Töpfer, Wikingerweg 8, 26 bbox=[314, 569, 500, 582]
ad-h-danger bbox=[334, 621, 602, 801]
directory-entry: — Joh., Seem., Friesenstr. 5, 1 bbox=[314, 1539, 486, 1552]
directory-entry: — Walt., Arbtr., von Axenstr. 12, 22 bbox=[1227, 1339, 1427, 1352]
directory-entry: — A., Tischler, Gluckstr. 78, 22 bbox=[925, 835, 1100, 848]
directory-page bbox=[283, 108, 1547, 1900]
directory-entry: — W., Schmied, Meckelburgsweg 1, 28 bbox=[925, 709, 1146, 722]
directory-entry: — A., Prokurist, Eppend. Baum 27, 20 bbox=[925, 821, 1141, 834]
directory-entry: Danco, Carl, Kaufm., PSch 32957, 26 28 91, Sievekingsallee 25, 26 bbox=[314, 331, 565, 358]
directory-entry: — Wwe, W. E., Langenrehm 37, 22 bbox=[925, 289, 1122, 302]
directory-entry: — E., Postschaffn., Ausschl. Billdeich 8 bbox=[1227, 821, 1448, 834]
directory-entry: — Frau Anna, Wallstr. 9, 26 bbox=[1227, 695, 1383, 708]
directory-entry: — Ernst, Arbtr., Immanuelplatz 13, 28 bbox=[925, 1059, 1142, 1072]
directory-entry: — F., Schriftleit., Klosterallee 33, 13 bbox=[314, 1315, 521, 1328]
directory-entry: — H. H., Beamter, Heidestrasse 13, 20 bbox=[1227, 975, 1447, 988]
directory-entry: — Bertha, 55 65 57, Hallerstr. 76 bbox=[314, 1231, 503, 1244]
next-page-edge bbox=[1545, 130, 1600, 1890]
directory-entry: — Friedr., Kond., Hammersteindamm 104 bbox=[314, 1385, 552, 1398]
directory-entry: — Caroline, Oberstr. 94, 13 bbox=[623, 625, 779, 638]
ad-body: IR, Spedition, 32 72 48 u. 32 72 49, Burchardstr. 13, 1 bbox=[623, 1023, 901, 1050]
directory-entry: — Wwe, Erna, Oben Borgfelde 58, 26 bbox=[1227, 877, 1440, 890]
directory-entry: — Hugo, Postass., Eppend. Marktplatz 17 bbox=[1227, 1101, 1464, 1114]
directory-entry: — C., Postassist. i. R., Marienthalerstr. 11 bbox=[1227, 723, 1464, 736]
directory-entry: — W., Handl.-Geh., Malzweg 17, 26 bbox=[1227, 555, 1428, 568]
directory-entry: — Wwe, Ella, Hütten 134, 36 bbox=[925, 583, 1090, 596]
directory-entry: — Emil, Malereibetr., PSch: 86483, 28 82 92, Pfauenweg 22, 33, Werkst.: Bramfelderstr. 110 bbox=[1227, 275, 1508, 302]
directory-entry: — Emil, Kaufm., Haynstr. 42, 20 bbox=[1227, 863, 1410, 876]
directory-entry: — Franz, Arbtr., Schultzweg 18, H. 1 bbox=[314, 1357, 524, 1370]
directory-entry: Daniel, A., Jägerstr. 11, 4 bbox=[314, 1175, 457, 1188]
directory-entry: Danker siehe auch Dancker, Danckers, Danckert, Dankers u. Dankert bbox=[925, 793, 1205, 820]
